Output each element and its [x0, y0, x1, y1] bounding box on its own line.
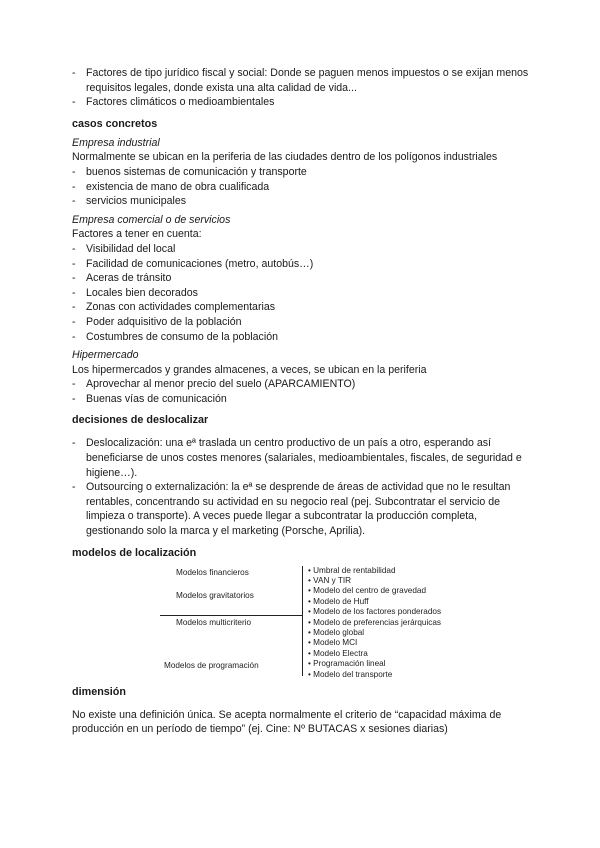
list-item: - Locales bien decorados — [72, 286, 532, 301]
model-item: • Modelo de los factores ponderados — [308, 607, 442, 617]
paragraph: No existe una definición única. Se acepta normalmente el criterio de “capacidad máxima de producción en un período de tiempo” (ej. Cine: Nº BUTACAS x sesiones diarias) — [72, 708, 502, 736]
list-item: - Buenas vías de comunicación — [72, 392, 532, 407]
model-item: • Programación lineal — [308, 659, 386, 669]
diagram-divider — [160, 615, 302, 616]
model-item: • Modelo MCI — [308, 638, 358, 648]
list-item: - Aprovechar al menor precio del suelo (APARCAMIENTO) — [72, 377, 532, 392]
list-item: - Aceras de tránsito — [72, 271, 532, 286]
list-item: - existencia de mano de obra cualificada — [72, 180, 532, 195]
model-group-label: Modelos de programación — [164, 660, 259, 670]
list-item: - Facilidad de comunicaciones (metro, autobús…) — [72, 257, 532, 272]
section-heading-casos: casos concretos — [72, 117, 158, 130]
section-heading-modelos: modelos de localización — [72, 546, 197, 559]
diagram-divider — [302, 566, 303, 676]
paragraph: Factores a tener en cuenta: — [72, 228, 202, 241]
model-item: • Modelo del transporte — [308, 669, 393, 679]
section-heading-dimension: dimensión — [72, 685, 126, 698]
model-item: • Modelo de Huff — [308, 596, 369, 606]
subheading-hipermercado: Hipermercado — [72, 349, 139, 362]
paragraph: Los hipermercados y grandes almacenes, a veces, se ubican en la periferia — [72, 363, 427, 376]
model-item: • Modelo del centro de gravedad — [308, 586, 427, 596]
model-item: • Modelo global — [308, 628, 365, 638]
subheading-comercial: Empresa comercial o de servicios — [72, 213, 231, 226]
list-item: - Zonas con actividades complementarias — [72, 300, 532, 315]
list-item: - Visibilidad del local — [72, 242, 532, 257]
model-group-label: Modelos gravitatorios — [176, 590, 254, 600]
model-item: • Modelo Electra — [308, 648, 368, 658]
model-group-label: Modelos multicriterio — [176, 617, 252, 627]
list-item: - Deslocalización: una eª traslada un centro productivo de un país a otro, esperando así beneficiarse de unos costes menores (salariales, medioambientales, fiscales, de seguridad e higiene…). — [72, 436, 532, 480]
list-item: - Poder adquisitivo de la población — [72, 315, 532, 330]
models-diagram — [160, 564, 442, 679]
list-item: - Outsourcing o externalización: la eª se desprende de áreas de actividad que no le resultan rentables, concentrando su actividad en su negocio real (pej. Subcontratar el servicio de limpieza o transporte). A veces puede llegar a subcontratar la producción completa, gestionando solo la marca y el marketing (Porsche, Aprilia). — [72, 480, 532, 538]
model-item: • VAN y TIR — [308, 576, 352, 586]
list-item: - Costumbres de consumo de la población — [72, 330, 532, 345]
subheading-industrial: Empresa industrial — [72, 136, 160, 149]
list-item: - Factores climáticos o medioambientales — [72, 95, 532, 110]
model-item: • Modelo de preferencias jerárquicas — [308, 617, 442, 627]
model-list — [308, 566, 441, 680]
document-page — [72, 66, 532, 737]
list-item: - buenos sistemas de comunicación y transporte — [72, 165, 532, 180]
section-heading-deslocalizar: decisiones de deslocalizar — [72, 414, 209, 427]
paragraph: Normalmente se ubican en la periferia de las ciudades dentro de los polígonos industriales — [72, 151, 498, 164]
model-item: • Umbral de rentabilidad — [308, 565, 396, 575]
list-item: - servicios municipales — [72, 194, 532, 209]
model-group-label: Modelos financieros — [176, 567, 249, 577]
list-item: - Factores de tipo jurídico fiscal y social: Donde se paguen menos impuestos o se exijan menos requisitos legales, donde exista una alta calidad de vida... — [72, 66, 532, 95]
